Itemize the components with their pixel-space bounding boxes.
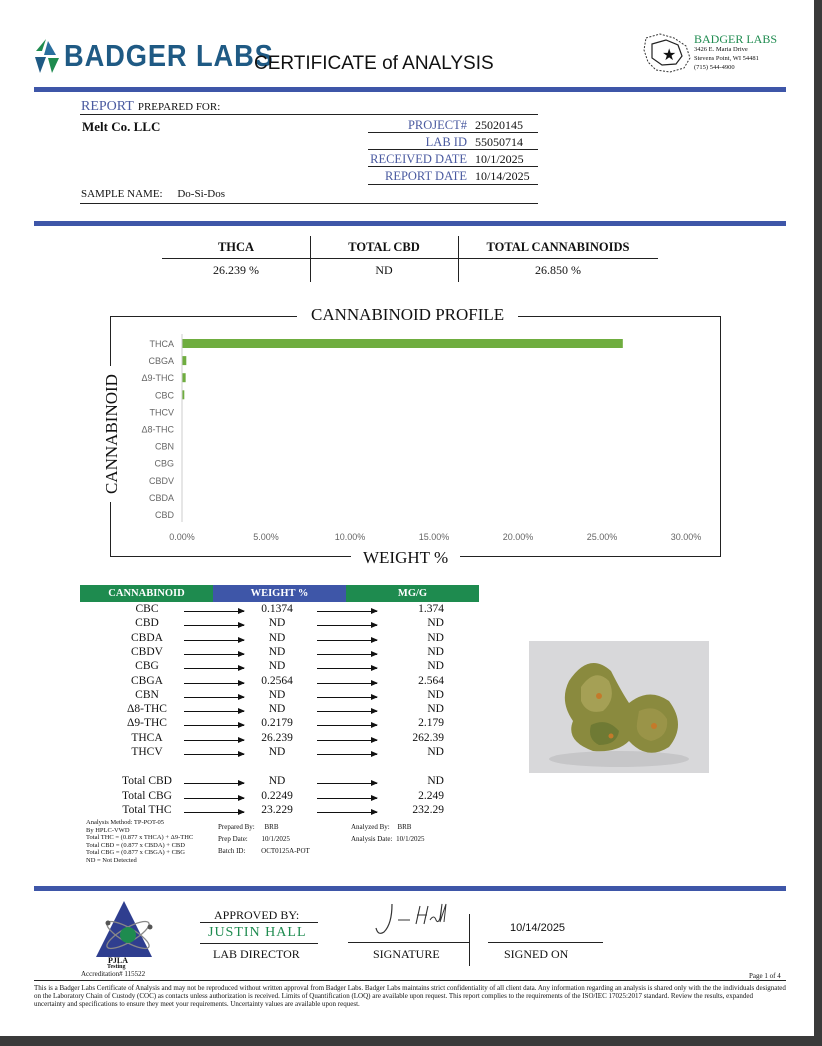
arrow-icon — [317, 812, 377, 813]
mgg-value: 232.29 — [412, 804, 444, 817]
brand-wordmark: BADGER LABS — [64, 38, 274, 73]
summary-cbd-value: ND — [375, 263, 393, 277]
y-tick-label: CBDV — [148, 475, 174, 486]
method-notes — [86, 819, 216, 864]
lab-phone: (715) 544-4900 — [694, 64, 735, 71]
cannabinoid-name: THCV — [131, 746, 163, 758]
weight-value: ND — [268, 631, 286, 644]
approved-by-label: APPROVED BY: — [214, 908, 300, 922]
x-tick-label: 0.00% — [169, 532, 195, 542]
prepared-for-label: REPORT PREPARED FOR: — [81, 99, 221, 114]
cannabinoid-name: CBGA — [131, 674, 163, 687]
arrow-icon — [317, 640, 377, 641]
wisconsin-map-icon — [640, 28, 696, 78]
divider — [368, 132, 538, 133]
arrow-icon — [317, 611, 377, 612]
cannabinoid-name: CBN — [135, 688, 159, 701]
mgg-value: ND — [427, 746, 444, 758]
table-row — [80, 746, 480, 760]
arrow-icon — [317, 668, 377, 669]
document-title: CERTIFICATE of ANALYSIS — [254, 53, 494, 74]
bar — [182, 373, 186, 382]
mgg-value: 2.179 — [418, 717, 444, 730]
director-name: JUSTIN HALL — [208, 925, 307, 940]
y-tick-label: CBN — [154, 441, 174, 452]
cannabinoid-name: CBG — [135, 660, 159, 673]
table-row — [80, 632, 480, 646]
arrow-icon — [184, 812, 244, 813]
arrow-icon — [184, 611, 244, 612]
weight-value: ND — [268, 660, 286, 673]
mgg-value: ND — [427, 660, 444, 673]
mgg-value: 2.564 — [418, 674, 444, 687]
cannabinoid-name: Δ9-THC — [127, 717, 167, 730]
chart-title: CANNABINOID PROFILE — [297, 305, 518, 325]
header-rule — [34, 87, 786, 92]
summary-thca-header: THCA — [217, 240, 255, 254]
divider — [200, 922, 318, 923]
summary-thca-value: 26.239 % — [213, 263, 259, 277]
prep-info: Prepared By: BRB Prep Date: 10/1/2025 Batch ID: OCT0125A-POT — [218, 823, 310, 855]
divider — [80, 114, 538, 115]
mgg-value: ND — [427, 645, 444, 658]
x-tick-label: 30.00% — [670, 532, 702, 542]
cannabinoid-name: THCA — [131, 731, 163, 744]
arrow-icon — [184, 683, 244, 684]
arrow-icon — [184, 640, 244, 641]
arrow-icon — [184, 668, 244, 669]
col-header-weight: WEIGHT % — [213, 585, 346, 602]
lab-address-2: Stevens Point, WI 54481 — [694, 55, 759, 62]
divider — [200, 943, 318, 944]
signature-label: SIGNATURE — [373, 947, 440, 961]
cannabinoid-profile-chart — [130, 332, 710, 548]
cannabinoid-name: CBDV — [131, 645, 163, 658]
y-tick-label: THCV — [149, 407, 174, 418]
divider — [368, 166, 538, 167]
signature-image — [370, 898, 460, 938]
signed-on-label: SIGNED ON — [504, 947, 569, 961]
arrow-icon — [317, 654, 377, 655]
weight-value: 26.239 — [261, 731, 293, 744]
arrow-icon — [317, 683, 377, 684]
table-row — [80, 775, 480, 789]
report-date-label: REPORT DATE — [384, 169, 467, 183]
divider — [80, 203, 538, 204]
footer-rule — [34, 886, 786, 891]
y-tick-label: CBD — [154, 510, 174, 520]
method-line: Total CBG = (0.877 x CBGA) + CBG — [86, 849, 185, 856]
bar — [182, 356, 186, 365]
weight-value: ND — [268, 617, 286, 630]
y-tick-label: Δ8-THC — [141, 424, 174, 435]
divider — [162, 258, 658, 259]
mgg-value: ND — [427, 703, 444, 716]
received-label: RECEIVED DATE — [370, 152, 467, 166]
table-row — [80, 689, 480, 703]
sample-photo — [529, 641, 709, 773]
y-tick-label: CBG — [154, 458, 174, 469]
summary-total-header: TOTAL CANNABINOIDS — [486, 240, 630, 254]
mgg-value: 1.374 — [418, 603, 444, 615]
arrow-icon — [184, 654, 244, 655]
arrow-icon — [184, 711, 244, 712]
weight-value: ND — [268, 746, 286, 758]
chart-xlabel: WEIGHT % — [351, 548, 460, 568]
client-name: Melt Co. LLC — [82, 119, 161, 134]
weight-value: 0.2564 — [261, 674, 293, 687]
method-line: Analysis Method: TP-POT-05 — [86, 819, 165, 826]
analysis-info: Analyzed By: BRB Analysis Date: 10/1/2025 — [351, 823, 425, 843]
col-header-cannabinoid: CANNABINOID — [80, 585, 213, 602]
weight-value: ND — [268, 645, 286, 658]
labid-value: 55050714 — [475, 135, 523, 149]
arrow-icon — [317, 625, 377, 626]
arrow-icon — [317, 798, 377, 799]
table-row — [80, 717, 480, 731]
project-value: 25020145 — [475, 118, 523, 132]
y-tick-label: THCA — [149, 339, 174, 349]
y-tick-label: CBGA — [148, 356, 174, 367]
weight-value: 0.2179 — [261, 717, 293, 730]
badger-labs-logo-icon — [32, 37, 62, 77]
divider — [469, 914, 470, 966]
x-tick-label: 25.00% — [586, 532, 618, 542]
method-line: Total CBD = (0.877 x CBDA) + CBD — [86, 841, 185, 849]
arrow-icon — [317, 697, 377, 698]
cannabinoid-name: Δ8-THC — [127, 703, 167, 716]
weight-value: ND — [268, 688, 286, 701]
arrow-icon — [184, 754, 244, 755]
table-row — [80, 660, 480, 674]
mgg-value: ND — [427, 775, 444, 787]
cannabinoid-name: CBDA — [131, 631, 163, 644]
table-row — [80, 603, 480, 617]
cannabinoid-name: CBD — [135, 617, 159, 630]
divider — [368, 184, 538, 185]
y-tick-label: Δ9-THC — [141, 373, 174, 384]
table-row — [80, 646, 480, 660]
mgg-value: 2.249 — [418, 789, 444, 802]
x-tick-label: 15.00% — [418, 532, 450, 542]
weight-value: 0.1374 — [261, 603, 293, 615]
arrow-icon — [184, 625, 244, 626]
weight-value: 0.2249 — [261, 789, 293, 802]
cannabinoid-name: Total THC — [122, 804, 172, 817]
arrow-icon — [317, 783, 377, 784]
bar — [182, 339, 623, 348]
divider — [488, 942, 603, 943]
weight-value: 23.229 — [261, 804, 293, 817]
arrow-icon — [317, 725, 377, 726]
arrow-icon — [184, 725, 244, 726]
project-label: PROJECT# — [407, 118, 467, 132]
page-number: Page 1 of 4 — [749, 972, 781, 980]
cannabinoid-name: CBC — [135, 603, 159, 615]
method-line: Total THC = (0.877 x THCA) + Δ9-THC — [86, 834, 194, 841]
weight-value: ND — [268, 703, 286, 716]
y-tick-label: CBDA — [148, 492, 174, 503]
arrow-icon — [317, 740, 377, 741]
footer-disclaimer: This is a Badger Labs Certificate of Analysis and may not be reproduced without written approval from Badger Labs. Badger Labs maintains strict confidentiality of all client data. Any information regarding an analysis is shared only with the the individuals designated on the Laboratory Chain of Custody (COC) as contacts unless authorization is received. Limits of Quantification (LOQ) are available upon request. This report complies to the requirements of the ISO/IEC 17025:2017 standard. Review the results, expanded uncertainty and specifications to ensure they meet your requirements. Uncertainty values are available upon request. — [34, 984, 786, 1008]
divider — [368, 149, 538, 150]
table-row — [80, 732, 480, 746]
x-tick-label: 5.00% — [253, 532, 279, 542]
received-value: 10/1/2025 — [475, 152, 524, 166]
labid-label: LAB ID — [425, 135, 467, 149]
col-header-mgg: MG/G — [346, 585, 479, 602]
x-tick-label: 10.00% — [334, 532, 366, 542]
arrow-icon — [317, 711, 377, 712]
svg-text:★: ★ — [662, 45, 677, 64]
cannabinoid-name: Total CBD — [122, 775, 172, 787]
report-date-value: 10/14/2025 — [475, 169, 530, 183]
lab-name: BADGER LABS — [694, 32, 778, 46]
mgg-value: 262.39 — [412, 731, 444, 744]
method-line: ND = Not Detected — [86, 856, 137, 864]
summary-total-value: 26.850 % — [535, 263, 581, 277]
mgg-value: ND — [427, 631, 444, 644]
arrow-icon — [184, 740, 244, 741]
mgg-value: ND — [427, 617, 444, 630]
table-row — [80, 804, 480, 818]
arrow-icon — [184, 798, 244, 799]
y-tick-label: CBC — [154, 390, 174, 401]
summary-cbd-header: TOTAL CBD — [348, 240, 420, 254]
chart-ylabel: CANNABINOID — [102, 366, 122, 502]
x-tick-label: 20.00% — [502, 532, 534, 542]
arrow-icon — [184, 697, 244, 698]
table-row — [80, 675, 480, 689]
section-rule — [34, 221, 786, 226]
sample-name-row: SAMPLE NAME: Do-Si-Dos — [81, 188, 226, 200]
divider — [348, 942, 470, 943]
accreditation-number: Accreditation# 115522 — [81, 970, 146, 978]
lab-address-1: 3426 E. Maria Drive — [694, 46, 748, 53]
table-row — [80, 790, 480, 804]
arrow-icon — [317, 754, 377, 755]
method-line: By HPLC-VWD — [86, 826, 130, 834]
cannabinoid-name: Total CBG — [122, 789, 172, 802]
table-row — [80, 617, 480, 631]
arrow-icon — [184, 783, 244, 784]
pjla-label: PJLA — [108, 956, 128, 965]
signed-date: 10/14/2025 — [510, 922, 566, 934]
pjla-sub: Testing — [107, 964, 126, 970]
mgg-value: ND — [427, 688, 444, 701]
director-role: LAB DIRECTOR — [213, 947, 300, 961]
weight-value: ND — [268, 775, 286, 787]
table-row — [80, 703, 480, 717]
divider — [34, 980, 786, 981]
lab-address-stamp — [640, 28, 780, 78]
